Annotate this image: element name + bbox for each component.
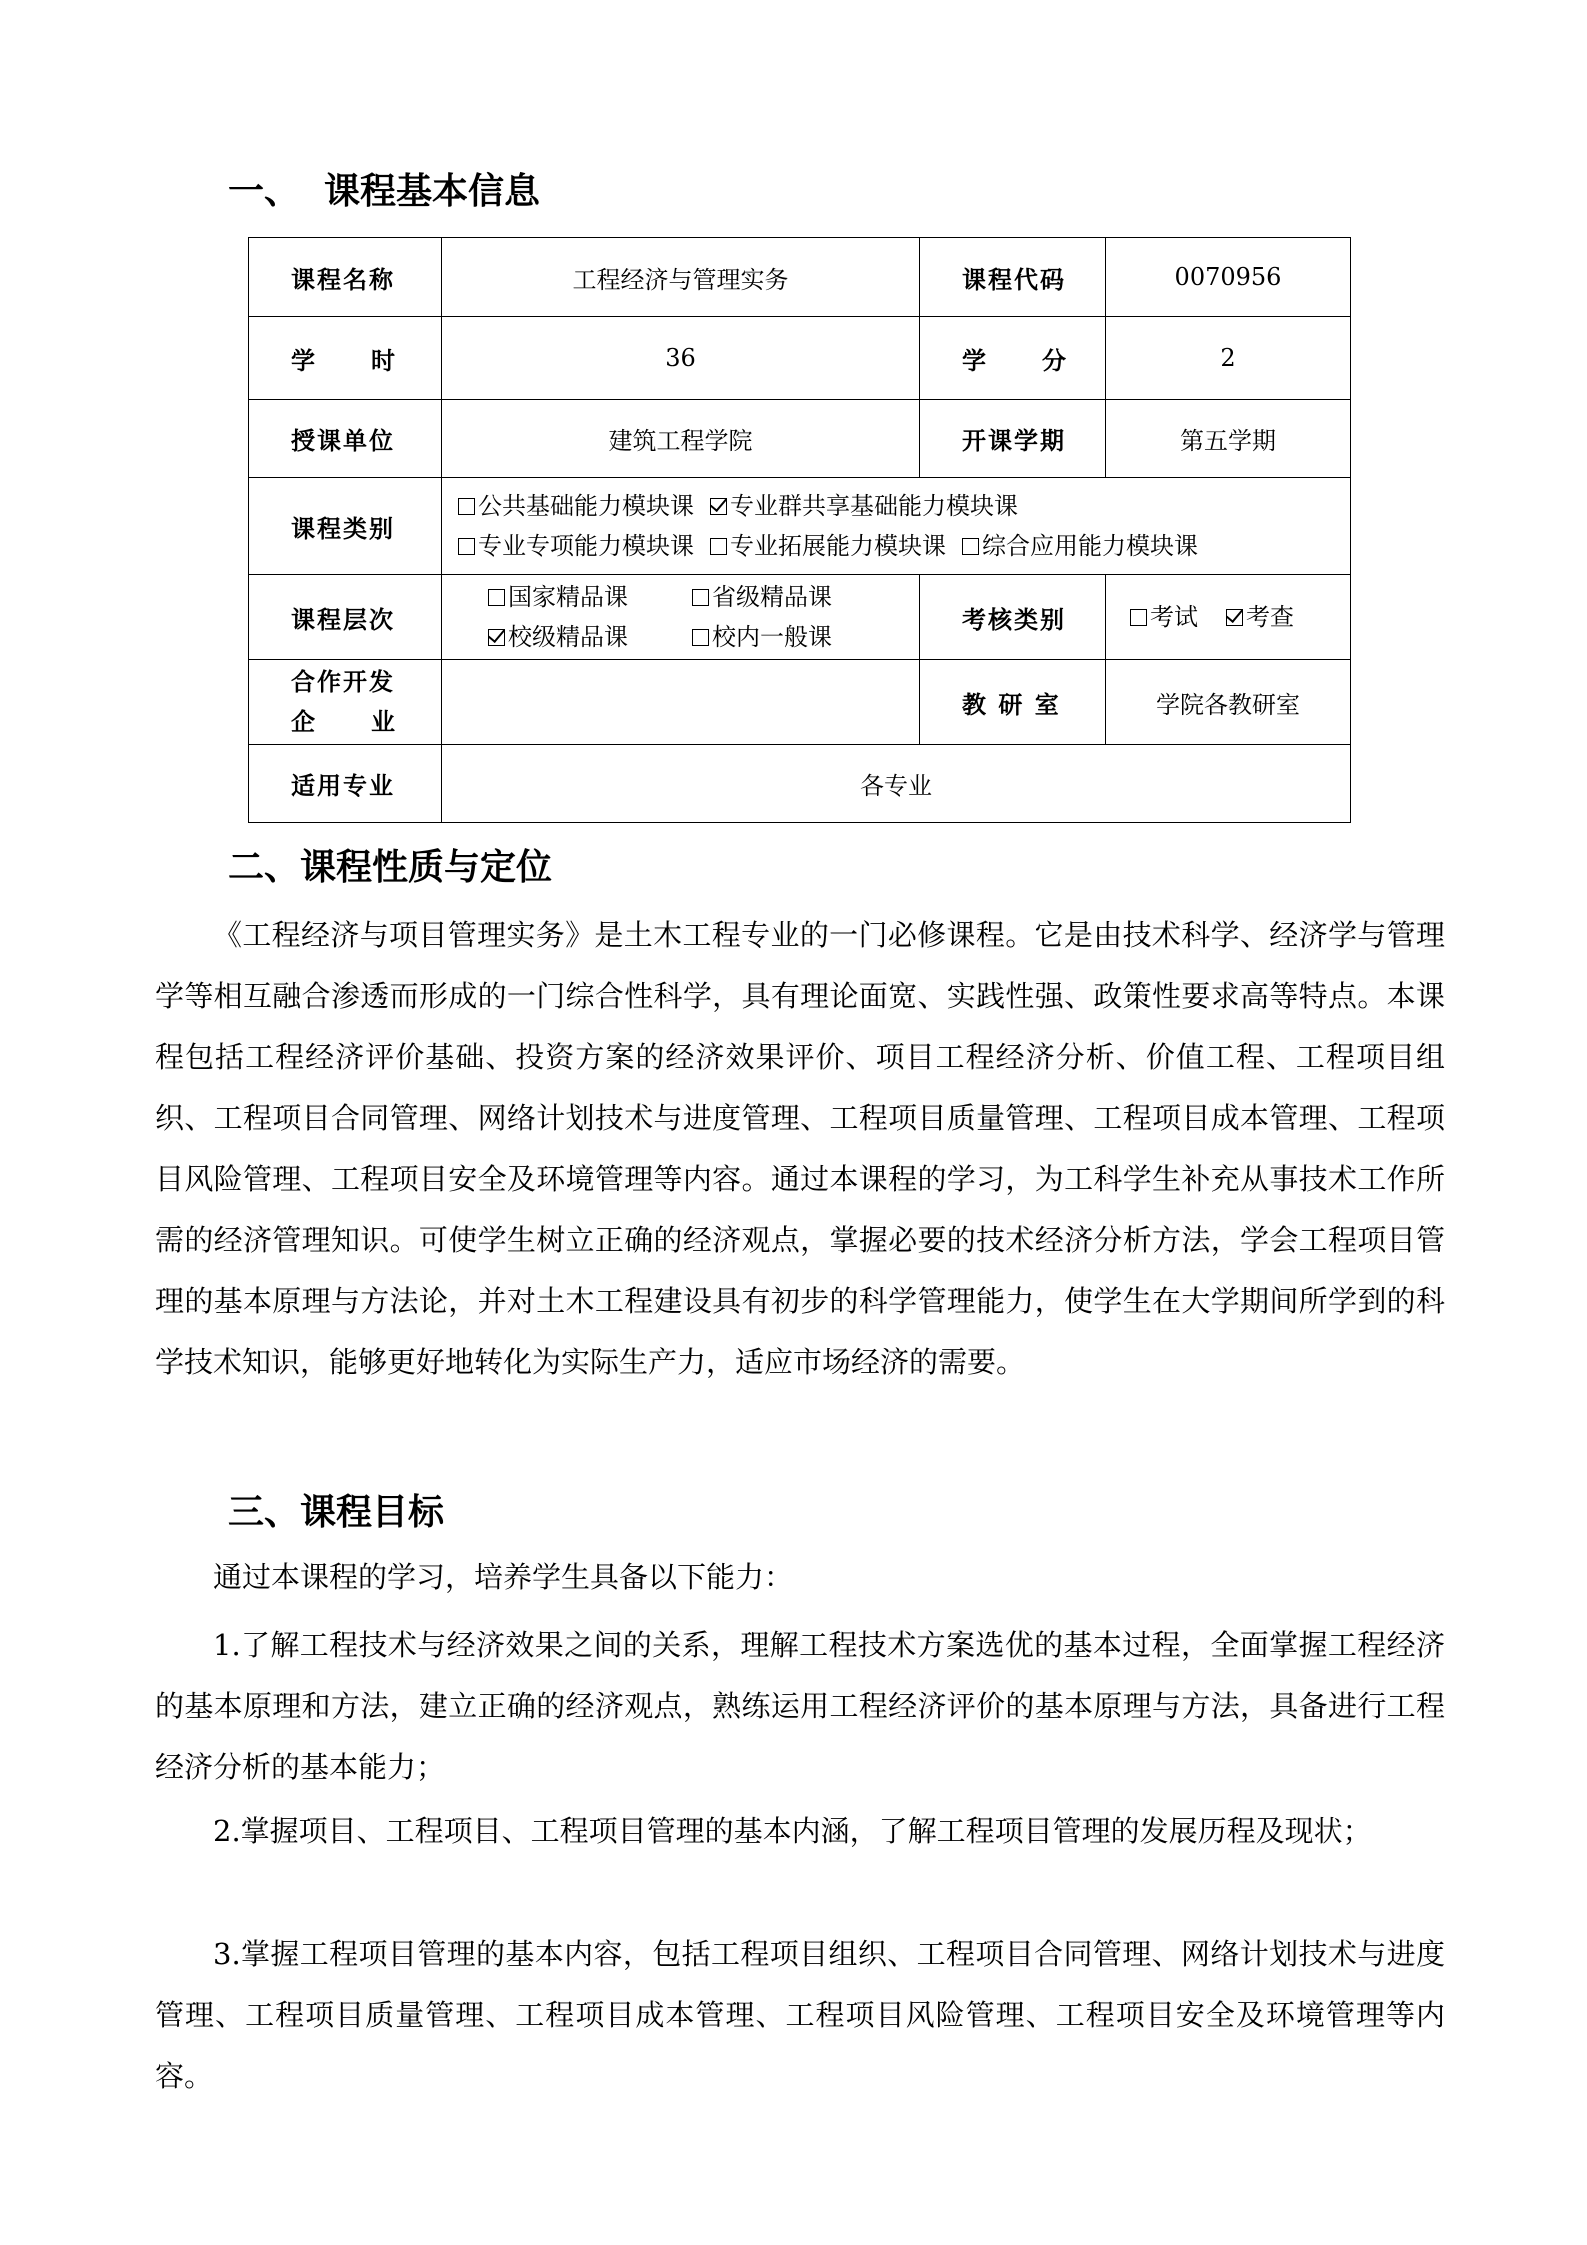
office-label: 教 研 室	[920, 660, 1106, 745]
goal-item: 2.掌握项目、工程项目、工程项目管理的基本内涵，了解工程项目管理的发展历程及现状；	[213, 1814, 1372, 1848]
category-option[interactable]: 专业群共享基础能力模块课	[710, 486, 1018, 526]
checkbox-icon	[692, 589, 709, 606]
coop-value	[442, 660, 920, 745]
table-row	[249, 400, 1351, 478]
section-3-intro: 通过本课程的学习，培养学生具备以下能力：	[213, 1560, 794, 1594]
checkbox-icon	[458, 498, 475, 515]
section-3-heading: 三、课程目标	[228, 1492, 445, 1533]
credit-label: 学 分	[920, 317, 1106, 400]
checkbox-icon	[692, 629, 709, 646]
course-code-value: 0070956	[1106, 238, 1351, 317]
checkbox-icon	[458, 538, 475, 555]
credit-value: 2	[1106, 317, 1351, 400]
level-option[interactable]: 国家精品课	[488, 577, 692, 617]
assess-option[interactable]: 考查	[1226, 597, 1294, 637]
table-row	[249, 317, 1351, 400]
category-option[interactable]: 专业专项能力模块课	[458, 526, 694, 566]
level-label: 课程层次	[249, 575, 442, 660]
term-label: 开课学期	[920, 400, 1106, 478]
section-2-body: 《工程经济与项目管理实务》是土木工程专业的一门必修课程。它是由技术科学、经济学与管理学等相互融合渗透而形成的一门综合性科学，具有理论面宽、实践性强、政策性要求高等特点。本课程包括工程经济评价基础、投资方案的经济效果评价、项目工程经济分析、价值工程、工程项目组织、工程项目合同管理、网络计划技术与进度管理、工程项目质量管理、工程项目成本管理、工程项目风险管理、工程项目安全及环境管理等内容。通过本课程的学习，为工科学生补充从事技术工作所需的经济管理知识。可使学生树立正确的经济观点，掌握必要的技术经济分析方法，学会工程项目管理的基本原理与方法论，并对土木工程建设具有初步的科学管理能力，使学生在大学期间所学到的科学技术知识，能够更好地转化为实际生产力，适应市场经济的需要。	[155, 918, 1445, 1379]
category-options	[442, 478, 1351, 575]
office-value: 学院各教研室	[1106, 660, 1351, 745]
coop-label: 合作开发 企 业	[249, 660, 442, 745]
table-row	[249, 478, 1351, 575]
section-1-heading	[228, 170, 540, 214]
level-options	[442, 575, 920, 660]
dept-label: 授课单位	[249, 400, 442, 478]
course-name-label: 课程名称	[249, 238, 442, 317]
checkbox-icon	[962, 538, 979, 555]
table-row	[249, 660, 1351, 745]
hours-label: 学 时	[249, 317, 442, 400]
table-row	[249, 575, 1351, 660]
section-2-heading: 二、课程性质与定位	[228, 847, 553, 888]
goal-item: 3.掌握工程项目管理的基本内容，包括工程项目组织、工程项目合同管理、网络计划技术与进度管理、工程项目质量管理、工程项目成本管理、工程项目风险管理、工程项目安全及环境管理等内容。	[155, 1937, 1445, 2093]
checkbox-checked-icon	[710, 498, 727, 515]
table-row	[249, 745, 1351, 823]
level-option[interactable]: 省级精品课	[692, 577, 832, 617]
major-value: 各专业	[442, 745, 1351, 823]
category-option[interactable]: 公共基础能力模块课	[458, 486, 694, 526]
checkbox-icon	[488, 589, 505, 606]
section-1-number: 一、	[228, 171, 301, 212]
checkbox-checked-icon	[488, 629, 505, 646]
dept-value: 建筑工程学院	[442, 400, 920, 478]
assess-label: 考核类别	[920, 575, 1106, 660]
checkbox-icon	[1130, 609, 1147, 626]
assess-options	[1106, 575, 1351, 660]
goal-item: 1.了解工程技术与经济效果之间的关系，理解工程技术方案选优的基本过程，全面掌握工程经济的基本原理和方法，建立正确的经济观点，熟练运用工程经济评价的基本原理与方法，具备进行工程经济分析的基本能力；	[155, 1628, 1445, 1784]
level-option[interactable]: 校内一般课	[692, 617, 832, 657]
hours-value: 36	[442, 317, 920, 400]
level-option[interactable]: 校级精品课	[488, 617, 692, 657]
category-option[interactable]: 综合应用能力模块课	[962, 526, 1198, 566]
category-option[interactable]: 专业拓展能力模块课	[710, 526, 946, 566]
term-value: 第五学期	[1106, 400, 1351, 478]
checkbox-icon	[710, 538, 727, 555]
major-label: 适用专业	[249, 745, 442, 823]
table-row	[249, 238, 1351, 317]
course-info-table	[248, 237, 1351, 823]
assess-option[interactable]: 考试	[1130, 597, 1198, 637]
course-name-value: 工程经济与管理实务	[442, 238, 920, 317]
course-code-label: 课程代码	[920, 238, 1106, 317]
category-label: 课程类别	[249, 478, 442, 575]
checkbox-checked-icon	[1226, 609, 1243, 626]
section-1-title: 课程基本信息	[324, 171, 541, 212]
